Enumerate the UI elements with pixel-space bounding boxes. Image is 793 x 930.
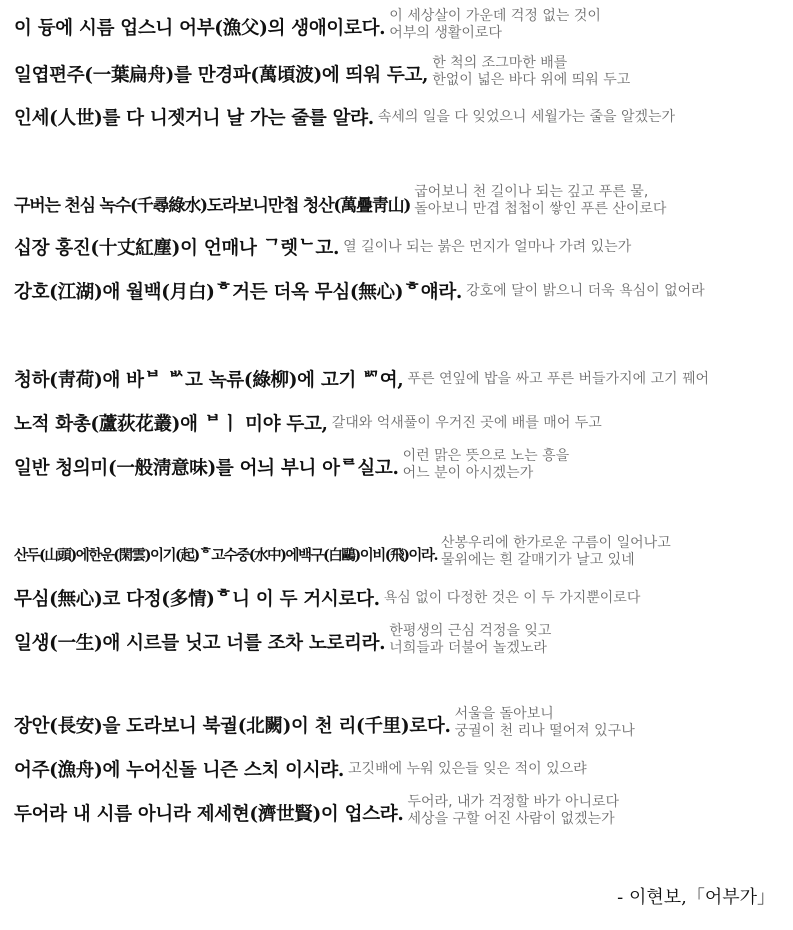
original-verse: 두어라 내 시름 아니라 제세현(濟世賢)이 업스랴. [14,804,404,825]
translation-line: 이 세상살이 가운데 걱정 없는 것이 [389,8,601,24]
translation: 욕심 없이 다정한 것은 이 두 가지뿐이로다 [383,589,641,606]
original-verse: 일엽편주(一葉扁舟)를 만경파(萬頃波)에 띄워 두고, [14,65,429,86]
verse-line [14,585,640,611]
original-verse: 장안(長安)을 도라보니 북궐(北闕)이 천 리(千里)로다. [14,716,451,737]
original-verse: 일생(一生)애 시르믈 닛고 너를 조차 노로리라. [14,633,386,654]
translation-line: 서울을 돌아보니 [454,706,554,722]
original-verse: 청하(靑荷)애 바ᄇ ᄡ고 녹류(綠柳)에 고기 ᄢ여, [14,370,404,391]
translation-line: 산봉우리에 한가로운 구름이 일어나고 [441,535,671,551]
translation-line: 이런 맑은 뜻으로 노는 흥을 [402,448,570,464]
verse-line [14,410,602,436]
translation [441,535,671,569]
translation-line: 물위에는 흰 갈매기가 날고 있네 [441,552,635,568]
verse-line [14,8,601,42]
original-verse: 십장 홍진(十丈紅塵)이 언매나 ᄀ렛ᄂ고. [14,238,340,259]
translation-line: 너희들과 더불어 놀겠노라 [389,640,547,656]
translation: 열 길이나 되는 붉은 먼지가 얼마나 가려 있는가 [343,238,632,255]
translation: 속세의 일을 다 잊었으니 세월가는 줄을 알겠는가 [377,108,676,125]
verse-line [14,104,675,130]
original-verse: 무심(無心)코 다정(多情)ᄒ니 이 두 거시로다. [14,589,380,610]
translation: 푸른 연잎에 밥을 싸고 푸른 버들가지에 고기 꿰어 [407,370,710,387]
translation [389,623,551,657]
translation: 고깃배에 누워 있은들 잊은 적이 있으랴 [348,760,587,777]
translation-line: 궁궐이 천 리나 떨어져 있구나 [454,723,635,739]
verse-line [14,278,705,304]
translation-line: 어부의 생활이로다 [389,25,502,41]
translation-line: 굽어보니 천 길이나 되는 깊고 푸른 물, [414,184,649,200]
translation [455,706,635,740]
translation: 강호에 달이 밝으니 더욱 욕심이 없어라 [466,282,705,299]
translation-line: 한평생의 근심 걱정을 잊고 [389,623,552,639]
translation-line: 한없이 넓은 바다 위에 띄워 두고 [432,72,631,88]
verse-line [14,55,631,89]
translation: 갈대와 억새풀이 우거진 곳에 배를 매어 두고 [331,414,602,431]
attribution: - 이현보,「어부가」 [617,887,775,908]
translation [403,448,570,482]
verse-line [14,366,709,392]
translation [432,55,630,89]
translation-line: 돌아보니 만겹 첩첩이 쌓인 푸른 산이로다 [414,201,667,217]
verse-line [14,535,671,569]
translation-line: 어느 분이 아시겠는가 [402,465,534,481]
verse-line [14,794,620,828]
original-verse: 산두(山頭)에한운(閑雲)이기(起)ᄒ고수중(水中)에백구(白鷗)이비(飛)이라. [14,546,437,564]
original-verse: 강호(江湖)애 월백(月白)ᄒ거든 더옥 무심(無心)ᄒ얘라. [14,282,463,303]
original-verse: 구버는 천심 녹수(千尋綠水)도라보니만첩 청산(萬疊靑山) [14,195,411,216]
original-verse: 노적 화총(蘆荻花叢)애 ᄇㅣ 미야 두고, [14,414,328,435]
translation-line: 세상을 구할 어진 사람이 없겠는가 [407,811,615,827]
verse-line [14,234,631,260]
original-verse: 이 듕에 시름 업스니 어부(漁父)의 생애이로다. [14,18,386,39]
translation [408,794,620,828]
translation-line: 두어라, 내가 걱정할 바가 아니로다 [407,794,620,810]
original-verse: 어주(漁舟)에 누어신돌 니즌 스치 이시랴. [14,760,345,781]
translation [414,184,666,218]
verse-line [14,623,552,657]
translation-line: 한 척의 조그마한 배를 [432,55,568,71]
verse-line [14,756,587,782]
verse-line [14,448,570,482]
translation [389,8,601,42]
verse-line [14,184,667,218]
original-verse: 일반 청의미(一般淸意味)를 어늬 부니 아ᄅ실고. [14,458,399,479]
verse-line [14,706,635,740]
original-verse: 인세(人世)를 다 니젯거니 날 가는 줄를 알랴. [14,108,374,129]
